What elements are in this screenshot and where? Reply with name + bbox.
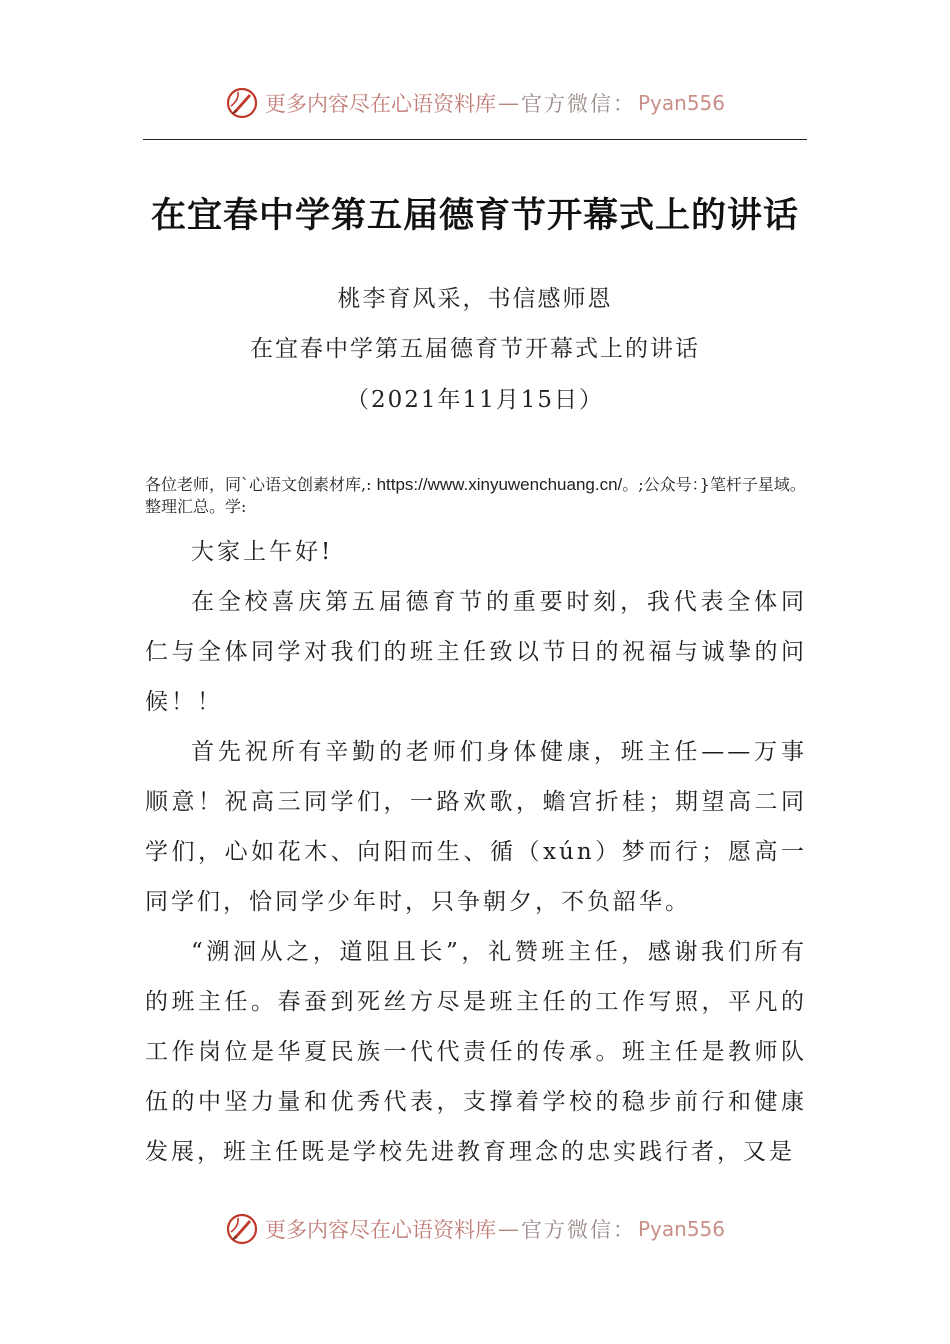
paragraph-1: 在全校喜庆第五届德育节的重要时刻，我代表全体同仁与全体同学对我们的班主任致以节日的祝福与诚挚的问候！！ — [145, 589, 807, 715]
paragraph-2: 首先祝所有辛勤的老师们身体健康，班主任——万事顺意！祝高三同学们，一路欢歌，蟾宫折桂；期望高二同学们，心如花木、向阳而生、循（xún）梦而行；愿高一同学们，恰同学少年时，只争朝夕，不负韶华。 — [145, 739, 807, 915]
banner-colon: ： — [612, 92, 634, 116]
banner-wechat-label: 官方微信 — [520, 92, 613, 116]
header-banner — [0, 81, 950, 125]
paragraph-greeting: 大家上午好! — [191, 539, 334, 565]
header-rule — [143, 139, 807, 140]
banner-separator: — — [497, 91, 519, 115]
document-title: 在宜春中学第五届德育节开幕式上的讲话 — [150, 195, 799, 236]
footer-banner-colon: ： — [612, 1218, 634, 1242]
paragraph-3: “溯洄从之，道阻且长”，礼赞班主任，感谢我们所有的班主任。春蚕到死丝方尽是班主任的工作写照，平凡的工作岗位是华夏民族一代代责任的传承。班主任是教师队伍的中坚力量和优秀代表，支撑着学校的稳步前行和健康发展，班主任既是学校先进教育理念的忠实践行者，又是 — [145, 939, 807, 1165]
footer-banner-brand: 更多内容尽在心语资料库 — [264, 1218, 496, 1242]
document-date: （2021年11月15日） — [345, 387, 605, 413]
banner-brand: 更多内容尽在心语资料库 — [264, 92, 496, 116]
quill-logo-icon — [225, 1212, 259, 1246]
document-subtitle: 桃李育风采，书信感师恩 — [337, 286, 613, 312]
source-note-prefix: 各位老师，同`心语文创素材库,: — [145, 475, 377, 494]
footer-banner-wechat-id: Pyan556 — [637, 1217, 725, 1241]
document-subtitle-2: 在宜春中学第五届德育节开幕式上的讲话 — [250, 336, 700, 362]
source-note-url[interactable]: https://www.xinyuwenchuang.cn/ — [376, 475, 623, 494]
footer-banner-wechat-label: 官方微信 — [520, 1218, 613, 1242]
footer-banner — [0, 1207, 950, 1251]
source-note-suffix: 。;公众号：}笔杆子星域。整理汇总。学: — [145, 475, 806, 516]
banner-wechat-id: Pyan556 — [637, 91, 725, 115]
quill-logo-icon — [225, 86, 259, 120]
source-note — [145, 474, 815, 518]
footer-banner-separator: — — [497, 1217, 519, 1241]
